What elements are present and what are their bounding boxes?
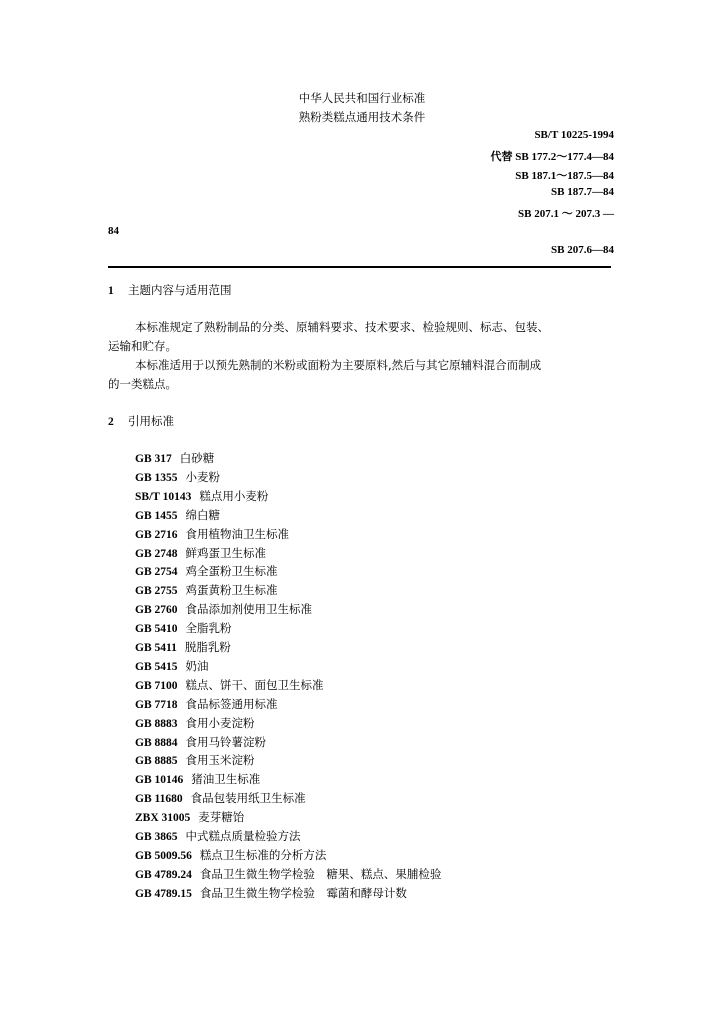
reference-name: 中式糕点质量检验方法 bbox=[185, 829, 301, 843]
section-number: 2 bbox=[108, 416, 114, 428]
reference-code: GB 1455 bbox=[135, 509, 178, 522]
reference-name: 食用马铃薯淀粉 bbox=[185, 734, 266, 749]
reference-name: 猪油卫生标准 bbox=[191, 772, 261, 787]
reference-code: GB 8885 bbox=[135, 755, 178, 768]
reference-item bbox=[135, 734, 266, 750]
reference-item bbox=[135, 582, 278, 598]
reference-name: 食用植物油卫生标准 bbox=[185, 526, 289, 541]
paragraph-2-line-2: 的一类糕点。 bbox=[108, 377, 177, 391]
reference-item bbox=[135, 790, 306, 806]
header-rule bbox=[108, 266, 611, 268]
reference-code: GB 2748 bbox=[135, 547, 178, 560]
replaces-code-1: 代替 SB 177.2～177.4—84 bbox=[490, 151, 614, 163]
reference-code: GB 5411 bbox=[135, 642, 177, 654]
reference-code: GB 8884 bbox=[135, 736, 178, 749]
reference-item bbox=[135, 715, 255, 731]
reference-name: 糕点、饼干、面包卫生标准 bbox=[185, 677, 324, 692]
reference-item bbox=[135, 545, 266, 561]
paragraph-2-line-1: 本标准适用于以预先熟制的米粉或面粉为主要原料,然后与其它原辅料混合而制成 bbox=[135, 358, 542, 372]
reference-code: GB 5009.56 bbox=[135, 849, 192, 862]
reference-name: 奶油 bbox=[185, 658, 209, 673]
reference-item bbox=[135, 488, 268, 504]
replaces-code-5: SB 207.6—84 bbox=[551, 244, 614, 256]
reference-name: 全脂乳粉 bbox=[185, 621, 232, 636]
reference-code: GB 2716 bbox=[135, 528, 178, 541]
reference-name: 白砂糖 bbox=[179, 451, 215, 465]
reference-code: GB 10146 bbox=[135, 774, 184, 787]
reference-item bbox=[135, 696, 278, 712]
reference-item bbox=[135, 450, 214, 466]
standard-number: SB/T 10225-1994 bbox=[534, 129, 614, 141]
reference-item bbox=[135, 507, 220, 523]
reference-item bbox=[135, 866, 441, 882]
reference-name: 鸡蛋黄粉卫生标准 bbox=[185, 583, 278, 598]
reference-name: 食品卫生微生物学检验 霉菌和酵母计数 bbox=[199, 885, 407, 900]
reference-name: 绵白糖 bbox=[185, 507, 220, 522]
reference-code: GB 2760 bbox=[135, 604, 178, 617]
reference-name: 糕点卫生标准的分析方法 bbox=[199, 847, 327, 862]
reference-code: GB 1355 bbox=[135, 471, 178, 484]
reference-code: GB 5415 bbox=[135, 660, 178, 673]
reference-item bbox=[135, 620, 232, 636]
reference-item bbox=[135, 771, 260, 787]
reference-item bbox=[135, 563, 278, 579]
reference-name: 糕点用小麦粉 bbox=[199, 488, 269, 503]
reference-name: 食品添加剂使用卫生标准 bbox=[185, 602, 312, 617]
replaces-code-4: SB 207.1 ～ 207.3 — bbox=[518, 208, 614, 220]
reference-name: 食品包装用纸卫生标准 bbox=[190, 791, 306, 806]
reference-name: 食品标签通用标准 bbox=[185, 696, 278, 711]
reference-code: GB 7718 bbox=[135, 698, 178, 711]
section-title: 主题内容与适用范围 bbox=[128, 283, 232, 297]
reference-item bbox=[135, 658, 209, 674]
reference-name: 食品卫生微生物学检验 糖果、糕点、果脯检验 bbox=[199, 866, 442, 881]
reference-item bbox=[135, 469, 220, 485]
reference-name: 脱脂乳粉 bbox=[184, 640, 231, 654]
reference-item bbox=[135, 677, 324, 693]
reference-name: 小麦粉 bbox=[185, 469, 220, 484]
reference-item bbox=[135, 752, 255, 768]
reference-code: ZBX 31005 bbox=[135, 812, 191, 825]
reference-code: GB 4789.15 bbox=[135, 887, 192, 900]
reference-code: GB 2754 bbox=[135, 566, 178, 579]
reference-code: GB 5410 bbox=[135, 623, 178, 636]
reference-name: 食用小麦淀粉 bbox=[185, 715, 255, 730]
reference-item bbox=[135, 847, 326, 863]
reference-name: 鸡全蛋粉卫生标准 bbox=[185, 564, 278, 579]
document-subtitle: 熟粉类糕点通用技术条件 bbox=[298, 110, 426, 124]
reference-name: 麦芽糖饴 bbox=[198, 810, 245, 825]
reference-item bbox=[135, 526, 289, 542]
reference-code: SB/T 10143 bbox=[135, 490, 192, 503]
reference-item bbox=[135, 809, 244, 825]
replaces-code-3: SB 187.7—84 bbox=[551, 186, 614, 198]
section-title: 引用标准 bbox=[128, 414, 174, 428]
paragraph-1-line-2: 运输和贮存。 bbox=[108, 339, 177, 353]
reference-code: GB 11680 bbox=[135, 793, 183, 806]
reference-code: GB 3865 bbox=[135, 831, 178, 843]
paragraph-1-line-1: 本标准规定了熟粉制品的分类、原辅料要求、技术要求、检验规则、标志、包装、 bbox=[135, 320, 549, 334]
reference-code: GB 317 bbox=[135, 453, 172, 465]
reference-item bbox=[135, 601, 312, 617]
reference-name: 食用玉米淀粉 bbox=[185, 753, 255, 768]
section-1-heading bbox=[108, 282, 232, 298]
replaces-code-2: SB 187.1～187.5—84 bbox=[515, 170, 614, 182]
reference-code: GB 7100 bbox=[135, 679, 178, 692]
document-title: 中华人民共和国行业标准 bbox=[298, 91, 426, 105]
reference-name: 鲜鸡蛋卫生标准 bbox=[185, 545, 266, 560]
section-2-heading bbox=[108, 413, 174, 429]
reference-item bbox=[135, 639, 231, 655]
section-number: 1 bbox=[108, 285, 114, 297]
reference-code: GB 2755 bbox=[135, 585, 178, 598]
reference-code: GB 8883 bbox=[135, 717, 178, 730]
replaces-code-4-wrap: 84 bbox=[108, 225, 119, 237]
reference-item bbox=[135, 885, 407, 901]
reference-code: GB 4789.24 bbox=[135, 868, 192, 881]
reference-item bbox=[135, 828, 301, 844]
